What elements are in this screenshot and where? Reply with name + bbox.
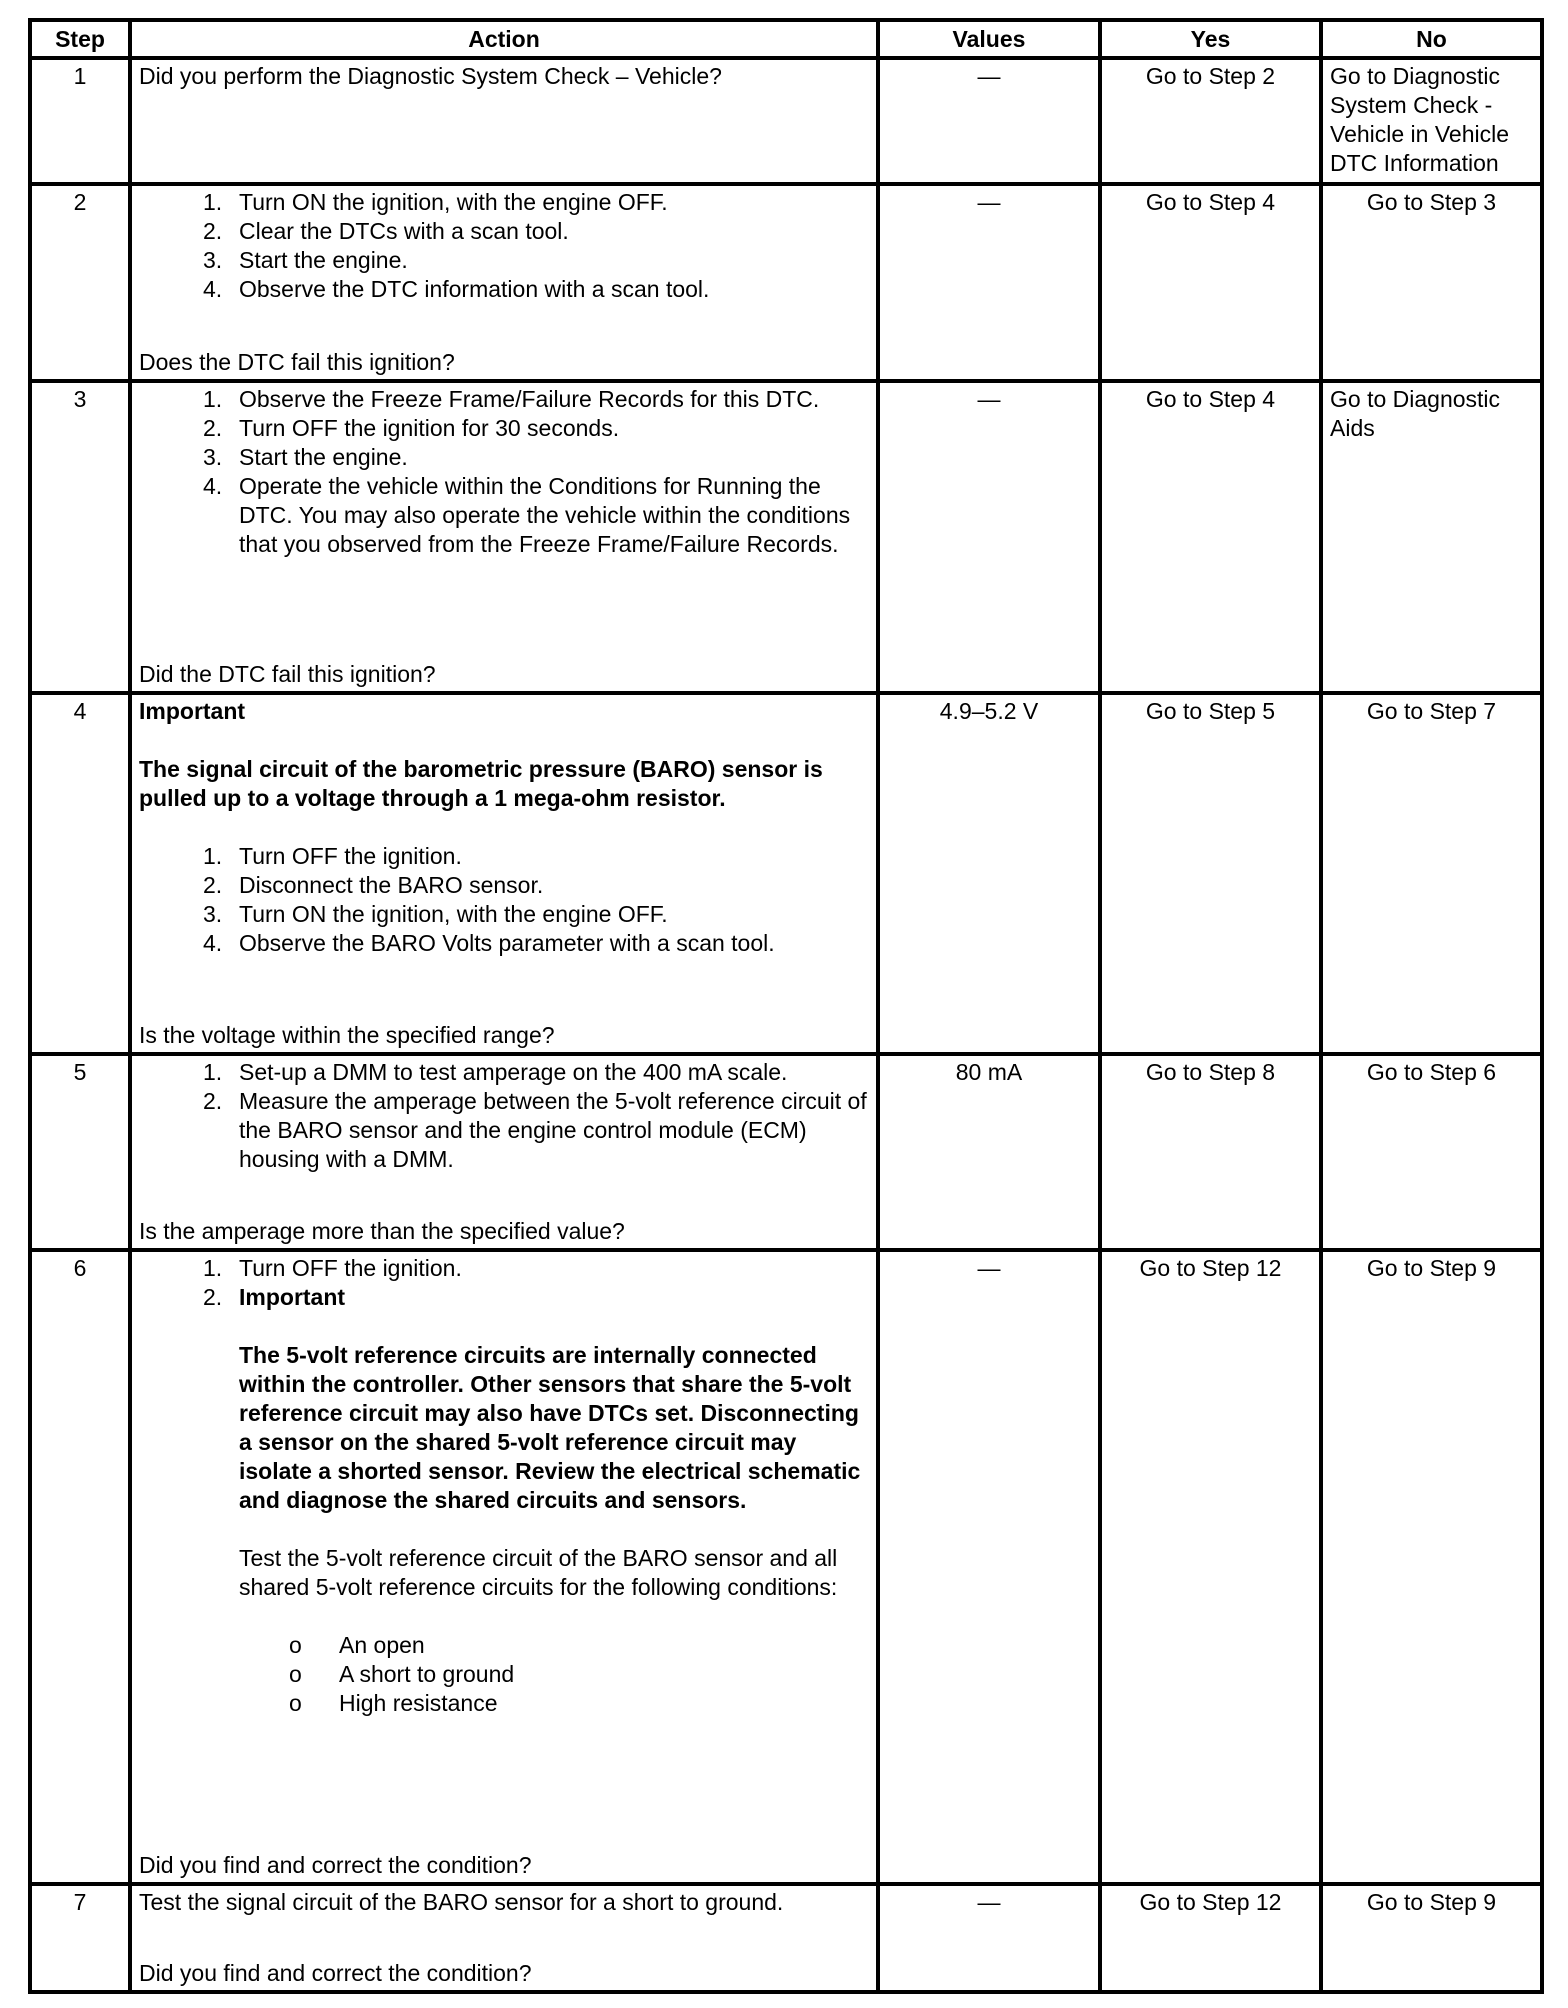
condition-list — [139, 1631, 869, 1718]
list-item: 2. Turn OFF the ignition for 30 seconds. — [203, 414, 620, 441]
step-list — [139, 842, 869, 958]
list-item: 3. Start the engine. — [203, 247, 408, 274]
table-row — [30, 58, 1542, 184]
action-cell — [130, 693, 878, 1054]
step-number: 1 — [30, 58, 130, 184]
action-text: Test the signal circuit of the BARO sensor for a short to ground. — [139, 1888, 784, 1915]
header-row — [30, 20, 1542, 58]
list-item: 3. Turn ON the ignition, with the engine OFF. — [203, 901, 668, 928]
value-cell: 4.9–5.2 V — [878, 693, 1100, 1054]
no-cell: Go to Step 3 — [1321, 184, 1542, 380]
step-number: 6 — [30, 1250, 130, 1883]
step-list — [139, 385, 869, 559]
list-item: 1. Turn OFF the ignition. — [203, 1255, 462, 1282]
list-item: 4. Operate the vehicle within the Conditions for Running the DTC. You may also operate the vehicle within the conditions that you observed from the Freeze Frame/Failure Records. — [203, 472, 851, 557]
action-cell — [130, 381, 878, 694]
list-item: 1. Turn ON the ignition, with the engine OFF. — [203, 189, 668, 216]
test-instructions: Test the 5-volt reference circuit of the BARO sensor and all shared 5-volt reference circuits for the following conditions: — [239, 1545, 838, 1601]
table-row — [30, 1250, 1542, 1883]
step-number: 7 — [30, 1884, 130, 1992]
list-item: 1. Turn OFF the ignition. — [203, 843, 462, 870]
no-cell: Go to Diagnostic System Check - Vehicle in Vehicle DTC Information — [1321, 58, 1542, 184]
question-text: Did the DTC fail this ignition? — [139, 661, 436, 688]
important-heading: Important — [139, 698, 246, 725]
list-item: 1. Set-up a DMM to test amperage on the 400 mA scale. — [203, 1059, 788, 1086]
action-text: Did you perform the Diagnostic System Check – Vehicle? — [139, 63, 722, 89]
list-item: 2. Important — [203, 1284, 346, 1311]
action-cell — [130, 58, 878, 184]
question-text: Does the DTC fail this ignition? — [139, 348, 455, 375]
header-values: Values — [878, 20, 1100, 58]
value-cell: — — [878, 184, 1100, 380]
list-item: 4. Observe the DTC information with a scan tool. — [203, 276, 710, 303]
yes-cell: Go to Step 2 — [1100, 58, 1321, 184]
list-item: 2. Clear the DTCs with a scan tool. — [203, 218, 569, 245]
question-text: Is the voltage within the specified range? — [139, 1022, 555, 1049]
action-cell — [130, 1250, 878, 1883]
table-row — [30, 1884, 1542, 1992]
table-row — [30, 1054, 1542, 1250]
list-item: 1. Observe the Freeze Frame/Failure Records for this DTC. — [203, 385, 820, 412]
question-text: Did you find and correct the condition? — [139, 1851, 532, 1878]
no-cell: Go to Step 7 — [1321, 693, 1542, 1054]
table-row — [30, 381, 1542, 694]
header-action: Action — [130, 20, 878, 58]
yes-cell: Go to Step 5 — [1100, 693, 1321, 1054]
step-list — [139, 1254, 869, 1312]
list-item: 3. Start the engine. — [203, 443, 408, 470]
no-cell: Go to Diagnostic Aids — [1321, 381, 1542, 694]
value-cell: — — [878, 1884, 1100, 1992]
header-yes: Yes — [1100, 20, 1321, 58]
yes-cell: Go to Step 4 — [1100, 381, 1321, 694]
value-cell: — — [878, 381, 1100, 694]
table-row — [30, 184, 1542, 380]
action-cell — [130, 1054, 878, 1250]
yes-cell: Go to Step 4 — [1100, 184, 1321, 380]
question-text: Is the amperage more than the specified value? — [139, 1218, 625, 1245]
diagnostic-table — [28, 18, 1544, 1994]
no-cell: Go to Step 9 — [1321, 1884, 1542, 1992]
action-cell — [130, 184, 878, 380]
list-item: o An open — [289, 1632, 425, 1659]
step-number: 5 — [30, 1054, 130, 1250]
no-cell: Go to Step 9 — [1321, 1250, 1542, 1883]
step-number: 3 — [30, 381, 130, 694]
table-row — [30, 693, 1542, 1054]
no-cell: Go to Step 6 — [1321, 1054, 1542, 1250]
value-cell: — — [878, 58, 1100, 184]
important-note: The 5-volt reference circuits are internally connected within the controller. Other sensors that share the 5-volt reference circuit may also have DTCs set. Disconnecting a sensor on the shared 5-volt reference circuit may isolate a shorted sensor. Review the electrical schematic and diagnose the shared circuits and sensors. — [239, 1342, 861, 1514]
step-number: 4 — [30, 693, 130, 1054]
yes-cell: Go to Step 12 — [1100, 1884, 1321, 1992]
header-step: Step — [30, 20, 130, 58]
important-note: The signal circuit of the barometric pressure (BARO) sensor is pulled up to a voltage through a 1 mega-ohm resistor. — [139, 756, 823, 812]
step-list — [139, 188, 869, 304]
list-item: 2. Disconnect the BARO sensor. — [203, 872, 544, 899]
yes-cell: Go to Step 12 — [1100, 1250, 1321, 1883]
list-item: 4. Observe the BARO Volts parameter with a scan tool. — [203, 930, 775, 957]
list-item: o High resistance — [289, 1690, 498, 1717]
question-text: Did you find and correct the condition? — [139, 1960, 532, 1986]
list-item: o A short to ground — [289, 1661, 515, 1688]
value-cell: 80 mA — [878, 1054, 1100, 1250]
step-list — [139, 1058, 869, 1174]
list-item: 2. Measure the amperage between the 5-volt reference circuit of the BARO sensor and the engine control module (ECM) housing with a DMM. — [203, 1088, 867, 1173]
yes-cell: Go to Step 8 — [1100, 1054, 1321, 1250]
action-cell — [130, 1884, 878, 1992]
step-number: 2 — [30, 184, 130, 380]
value-cell: — — [878, 1250, 1100, 1883]
header-no: No — [1321, 20, 1542, 58]
